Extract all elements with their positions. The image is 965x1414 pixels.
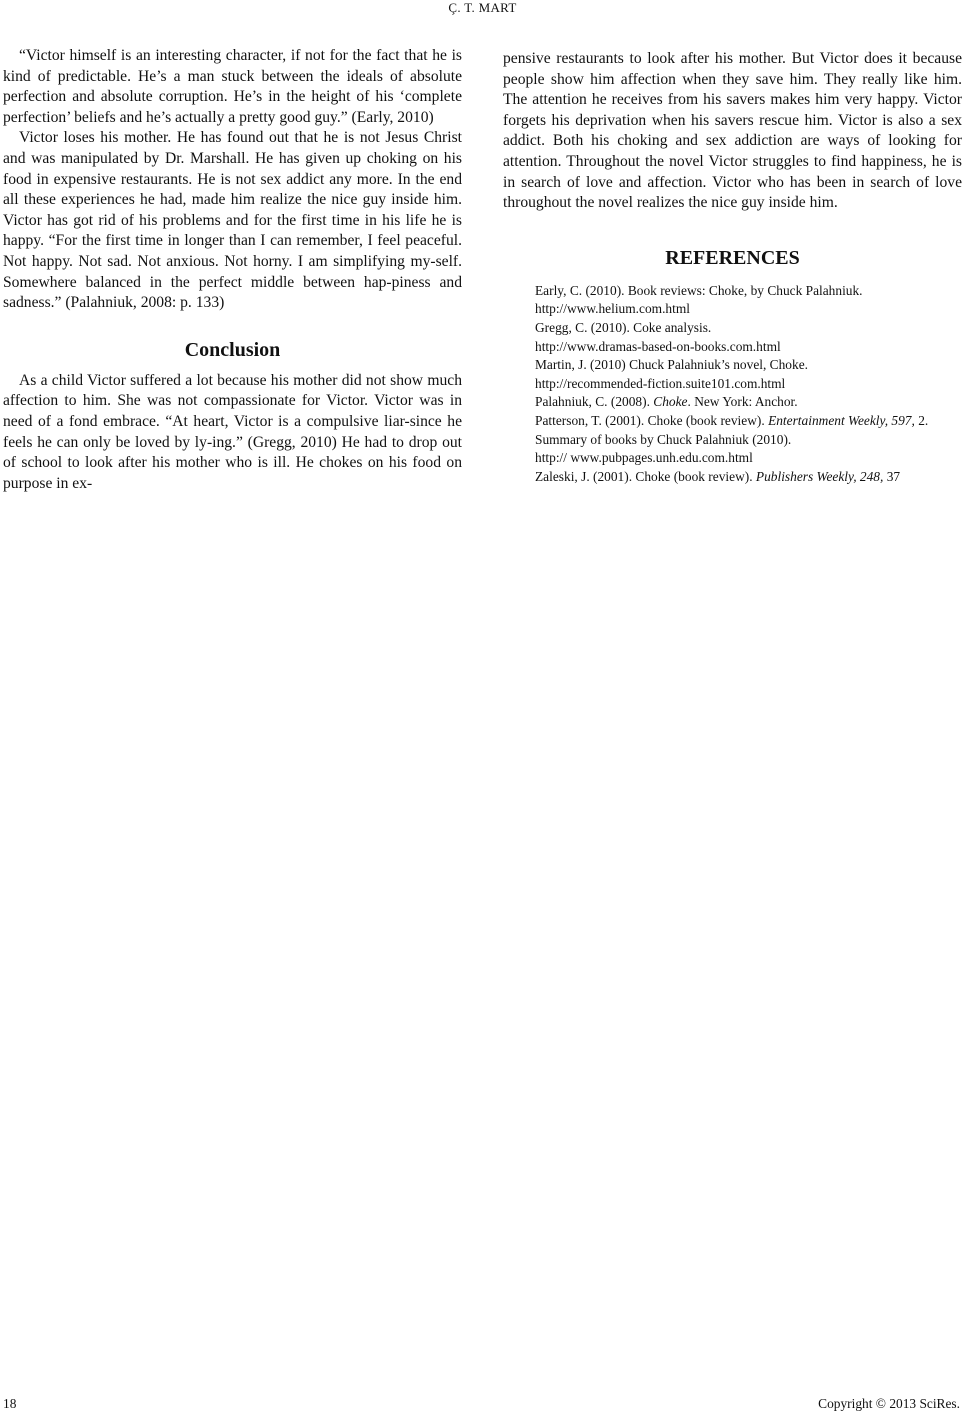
body-paragraph: “Victor himself is an interesting character, if not for the fact that he is kind of predictable. He’s a man stuck between the ideals of absolute perfection and absolute corruption. He’s in the height of his ‘complete perfection’ beliefs and he’s actually a pretty good guy.” (Early, 2010) <box>3 47 462 126</box>
reference-text: . New York: Anchor. <box>687 394 798 410</box>
reference-text: 2. <box>914 412 929 428</box>
references-heading: REFERENCES <box>665 246 800 269</box>
copyright-notice: Copyright © 2013 SciRes. <box>818 1396 960 1411</box>
reference-text: Zaleski, J. (2001). Choke (book review). <box>535 468 756 484</box>
reference-item <box>503 412 962 431</box>
reference-item <box>503 468 962 487</box>
right-column <box>503 49 962 486</box>
reference-text: Summary of books by Chuck Palahniuk (2010). <box>535 431 792 447</box>
continued-paragraph: pensive restaurants to look after his mother. But Victor does it because people show him affection when they save him. They really like him. The attention he receives from his savers makes him very happy. Victor forgets his deprivation when his savers rescue him. Victor is also a sex addict. Both his choking and sex addiction are ways of looking for attention. Throughout the novel Victor struggles to find happiness, he is in search of love and affection. Victor who has been in search of love throughout the novel realizes the nice guy inside him. <box>503 50 962 212</box>
reference-url[interactable]: http:// www.pubpages.unh.edu.com.html <box>535 450 753 466</box>
reference-item <box>503 356 962 393</box>
running-head: Ç. T. MART <box>448 0 517 15</box>
reference-italic: Choke <box>653 394 688 410</box>
conclusion-paragraph: As a child Victor suffered a lot because his mother did not show much affection to him. She was not compassionate for Victor. Victor was in need of a fond embrace. “At heart, Victor is a compulsive liar-since he feels he can only be loved by ly-ing.” (Gregg, 2010) He had to drop out of school to look after his mother who is ill. He chokes on his food on purpose in ex- <box>3 371 462 492</box>
reference-url[interactable]: http://www.dramas-based-on-books.com.html <box>535 338 781 354</box>
reference-text: Palahniuk, C. (2008). <box>535 394 654 410</box>
reference-text: Early, C. (2010). Book reviews: Choke, by Chuck Palahniuk. <box>535 282 863 298</box>
reference-text: Gregg, C. (2010). Coke analysis. <box>535 319 712 335</box>
reference-italic: Publishers Weekly, 248, <box>755 468 884 484</box>
conclusion-heading: Conclusion <box>184 338 281 361</box>
left-column <box>3 46 462 494</box>
reference-url[interactable]: http://recommended-fiction.suite101.com.html <box>535 375 786 391</box>
reference-text: Patterson, T. (2001). Choke (book review). <box>535 412 769 428</box>
reference-url[interactable]: http://www.helium.com.html <box>535 301 690 317</box>
reference-italic: Entertainment Weekly, 597, <box>768 412 915 428</box>
body-paragraph: Victor loses his mother. He has found out that he is not Jesus Christ and was manipulated by Dr. Marshall. He has given up choking on his food in expensive restaurants. He is not sex addict any more. In the end all these experiences he had, made him realize the nice guy inside him. Victor has got rid of his problems and for the first time in his life he is happy. “For the first time in longer than I can remember, I feel peaceful. Not happy. Not sad. Not anxious. Not horny. I am simplifying my-self. Somewhere balanced in the perfect middle between hap-piness and sadness.” (Palahniuk, 2008: p. 133) <box>3 129 462 312</box>
page-number: 18 <box>3 1396 17 1411</box>
reference-text: Martin, J. (2010) Chuck Palahniuk’s novel, Choke. <box>535 357 808 373</box>
reference-item <box>503 282 962 319</box>
reference-text: 37 <box>883 468 901 484</box>
reference-item <box>503 319 962 356</box>
reference-item <box>503 393 962 412</box>
reference-item <box>503 431 962 468</box>
references-list <box>503 282 962 487</box>
